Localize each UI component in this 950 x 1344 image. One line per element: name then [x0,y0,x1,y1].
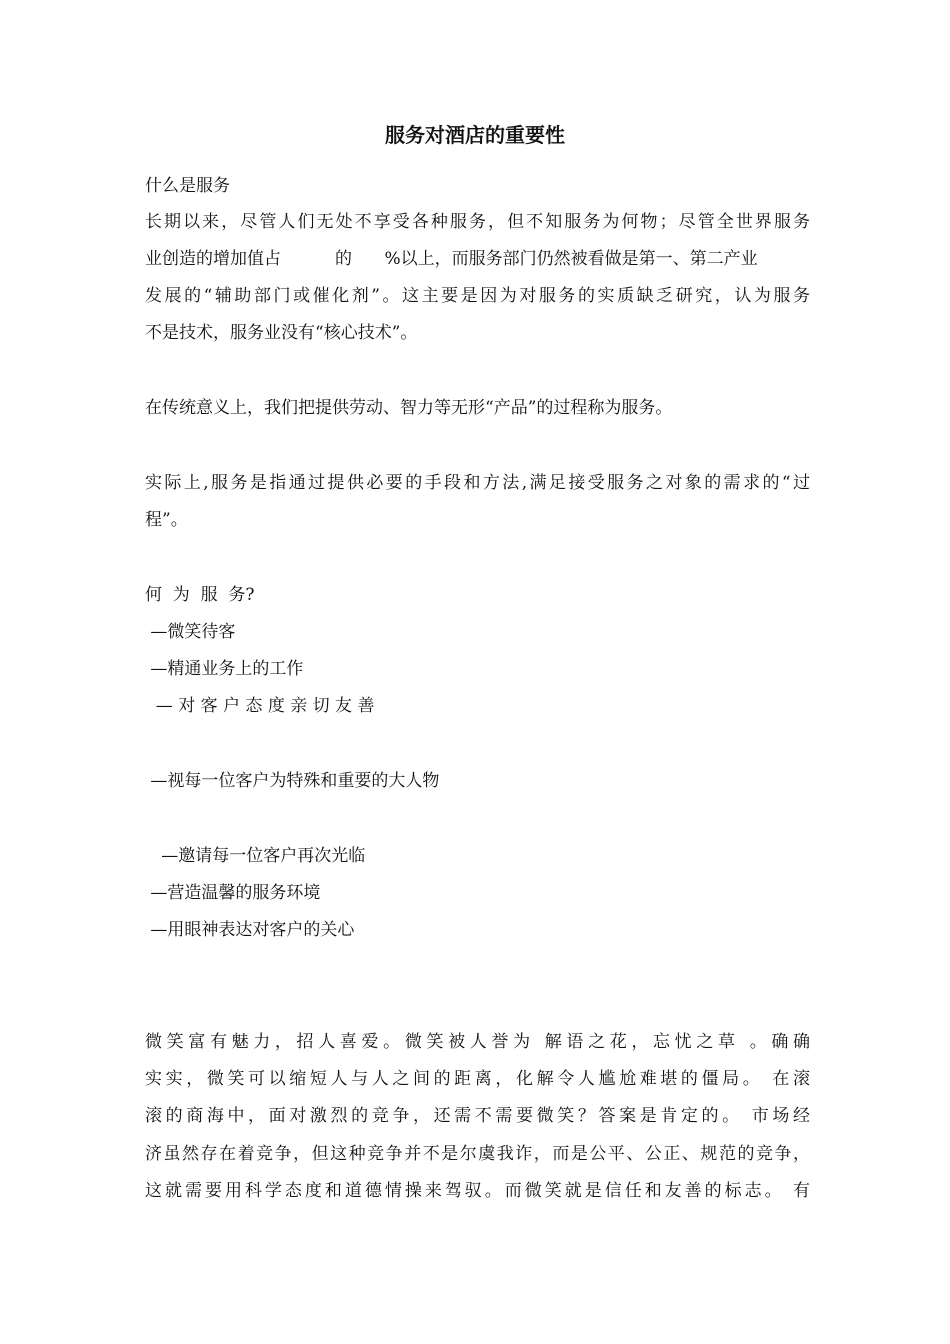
paragraph-line: 济虽然存在着竞争，但这种竞争并不是尔虞我诈，而是公平、公正、规范的竞争， [145,1144,810,1164]
list-item: —视每一位客户为特殊和重要的大人物 [145,771,440,791]
paragraph-line: 长期以来，尽管人们无处不享受各种服务，但不知服务为何物；尽管全世界服务 [145,212,810,232]
page-title: 服务对酒店的重要性 [385,123,565,147]
section-heading-what-is-service: 什么是服务 [145,176,230,196]
paragraph-line: 滚的商海中，面对激烈的竞争，还需不需要微笑？答案是肯定的。 市场经 [145,1106,810,1126]
list-item: —用眼神表达对客户的关心 [145,920,355,940]
paragraph-line: 程”。 [145,510,188,530]
paragraph-line: 微笑富有魅力，招人喜爱。微笑被人誉为 解语之花，忘忧之草 。确确 [145,1032,810,1052]
paragraph-line: 不是技术，服务业没有“核心技术”。 [145,323,418,343]
list-item: — 对 客 户 态 度 亲 切 友 善 [145,696,375,716]
paragraph-line: 实际上,服务是指通过提供必要的手段和方法,满足接受服务之对象的需求的“过 [145,473,810,493]
list-item: —营造温馨的服务环境 [145,883,321,903]
list-item: —精通业务上的工作 [145,659,304,679]
paragraph-line: 发展的“辅助部门或催化剂”。这主要是因为对服务的实质缺乏研究，认为服务 [145,286,810,306]
section-heading-what-service: 何 为 服 务? [145,585,255,605]
list-item: —邀请每一位客户再次光临 [145,846,366,866]
paragraph-line: 这就需要用科学态度和道德情操来驾驭。而微笑就是信任和友善的标志。 有 [145,1181,810,1201]
paragraph-traditional-meaning: 在传统意义上，我们把提供劳动、智力等无形“产品”的过程称为服务。 [145,398,673,418]
paragraph-line: 实实，微笑可以缩短人与人之间的距离，化解令人尴尬难堪的僵局。 在滚 [145,1069,810,1089]
paragraph-line: 业创造的增加值占 的 %以上，而服务部门仍然被看做是第一、第二产业 [145,249,758,269]
list-item: —微笑待客 [145,622,236,642]
